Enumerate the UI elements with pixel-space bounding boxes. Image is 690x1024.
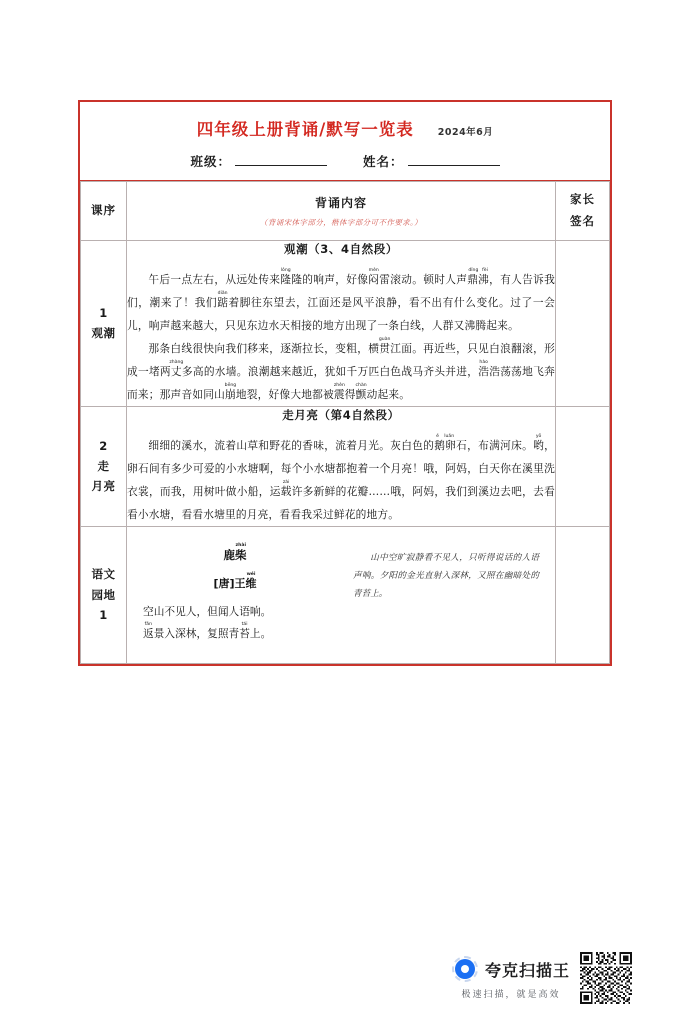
recitation-table — [80, 181, 610, 664]
signature-cell-guanchao[interactable] — [556, 240, 610, 406]
ruby-fan: 返fǎn — [143, 622, 154, 641]
poem-line-1: 空山不见人，但闻人语响。 — [143, 604, 272, 618]
row-label-yuwenyuandi — [81, 526, 127, 663]
poem-translation: 山中空旷寂静看不见人，只听得说话的人语声响。夕阳的金光直射入深林，又照在幽暗处的青苔上。 — [353, 552, 539, 599]
poem-line-2: 返fǎn景入深林，复照青苔tái上。 — [143, 622, 272, 641]
content-cell-guanchao — [127, 240, 556, 406]
paragraph-zouyueliang-1: 细细的溪水，流着山草和野花的香味，流着月光。灰白色的鹅卵é luǎn石，布满河床。哟yō，卵石间有多少可爱的小水塘啊，每个小水塘都抱着一个月亮！哦，阿妈，白天你在溪里洗衣裳，而我，用树叶做小船，运载zài许多新鲜的花瓣……哦，阿妈，我们到溪边去吧，去看看小水塘，看看水塘里的月亮，看看我采过鲜花的地方。 — [127, 433, 556, 521]
signature-cell-yuwenyuandi[interactable] — [556, 526, 610, 663]
poem-author: [唐]王维wéi — [213, 571, 257, 590]
table-row — [81, 240, 610, 406]
row-order-number: 2 — [99, 439, 108, 453]
quark-logo-icon — [452, 956, 478, 982]
header-signature-line2: 签名 — [570, 213, 595, 228]
row-order-name: 观潮 — [91, 326, 116, 341]
signature-cell-zouyueliang[interactable] — [556, 406, 610, 526]
document-date: 2024年6月 — [437, 127, 494, 138]
content-cell-zouyueliang — [127, 406, 556, 526]
header-content-title: 背诵内容 — [314, 196, 367, 211]
row-order-name-line2: 月亮 — [91, 479, 116, 494]
row-order-name-line1: 园地 — [91, 587, 116, 602]
brand-block — [452, 956, 570, 1000]
ruby-long: 隆lóng — [280, 267, 292, 286]
ruby-chan: 颤chàn — [355, 382, 367, 401]
content-cell-yuwenyuandi — [127, 526, 556, 663]
ruby-zhang: 丈zhàng — [169, 359, 184, 378]
title-block — [80, 102, 610, 181]
ruby-wei: 维wéi — [245, 571, 257, 590]
class-field[interactable] — [190, 152, 327, 170]
qr-code-icon — [580, 952, 632, 1004]
table-header-row — [81, 182, 610, 241]
student-fields — [80, 152, 610, 174]
row-label-guanchao — [81, 240, 127, 406]
ruby-dian: 踮diǎn — [217, 290, 229, 309]
class-label: 班级： — [190, 154, 231, 169]
section-title-zouyueliang: 走月亮（第4自然段） — [282, 407, 400, 422]
poem-block — [133, 533, 549, 655]
poem-translation-column — [341, 533, 549, 613]
row-order-name-line2: 1 — [99, 607, 108, 622]
poem-title: 鹿柴zhài — [223, 542, 247, 562]
ruby-yo: 哟yō — [533, 433, 545, 452]
header-content-note: （背诵宋体字部分，楷体字部分可不作要求。） — [259, 218, 423, 228]
ruby-zai: 载zài — [280, 479, 292, 498]
poem-text-column — [133, 533, 341, 655]
ruby-eluan: 鹅卵é luǎn — [434, 433, 457, 452]
ruby-guan: 贯guàn — [378, 336, 391, 355]
row-order-name-line1: 走 — [97, 459, 110, 474]
ruby-beng: 崩bēng — [224, 382, 237, 401]
brand-tagline: 极速扫描，就是高效 — [461, 990, 561, 1000]
header-cell-signature — [556, 182, 610, 241]
row-order-number: 1 — [99, 306, 108, 321]
ruby-dingfei: 鼎沸dǐng fèi — [467, 267, 490, 286]
section-title-guanchao: 观潮（3、4自然段） — [283, 241, 398, 256]
brand-row — [452, 956, 570, 982]
name-label: 姓名： — [363, 154, 404, 169]
title-row — [80, 116, 610, 140]
row-label-zouyueliang — [81, 406, 127, 526]
ruby-men: 闷mèn — [368, 267, 380, 286]
footer-watermark — [452, 952, 632, 1004]
ruby-hao: 浩hào — [478, 359, 490, 378]
paragraph-guanchao-2: 那条白线很快向我们移来，逐渐拉长，变粗，横贯guàn江面。再近些，只见白浪翻滚，形成一堵两丈zhàng多高的水墙。浪潮越来越近，犹如千万匹白色战马齐头并进，浩hào浩荡荡地飞奔而来；那声音如同山崩bēng地裂，好像大地都被震zhèn得颤chàn动起来。 — [127, 336, 555, 401]
worksheet-sheet — [78, 100, 612, 666]
name-input-blank[interactable] — [408, 152, 500, 166]
brand-name: 夸克扫描王 — [485, 960, 571, 980]
table-row — [81, 526, 610, 663]
ruby-zhen: 震zhèn — [333, 382, 345, 401]
row-order-number: 语文 — [91, 567, 116, 582]
ruby-zhai: 柴zhài — [235, 542, 247, 562]
paragraph-guanchao-1: 午后一点左右，从远处传来隆lóng隆的响声，好像闷mèn雷滚动。顿时人声鼎沸dǐng fèi，有人告诉我们，潮来了！我们踮diǎn着脚往东望去，江面还是风平浪静，看不出有什么变化。过了一会儿，响声越来越大，只见东边水天相接的地方出现了一条白线，人群又沸腾起来。 — [127, 267, 556, 332]
name-field[interactable] — [363, 152, 500, 170]
class-input-blank[interactable] — [235, 152, 327, 166]
header-cell-content — [127, 182, 556, 241]
header-cell-order: 课序 — [81, 182, 127, 241]
table-row — [81, 406, 610, 526]
ruby-tai: 苔tái — [239, 622, 250, 641]
header-signature-line1: 家长 — [570, 192, 595, 206]
page-title: 四年级上册背诵/默写一览表 — [196, 120, 414, 139]
